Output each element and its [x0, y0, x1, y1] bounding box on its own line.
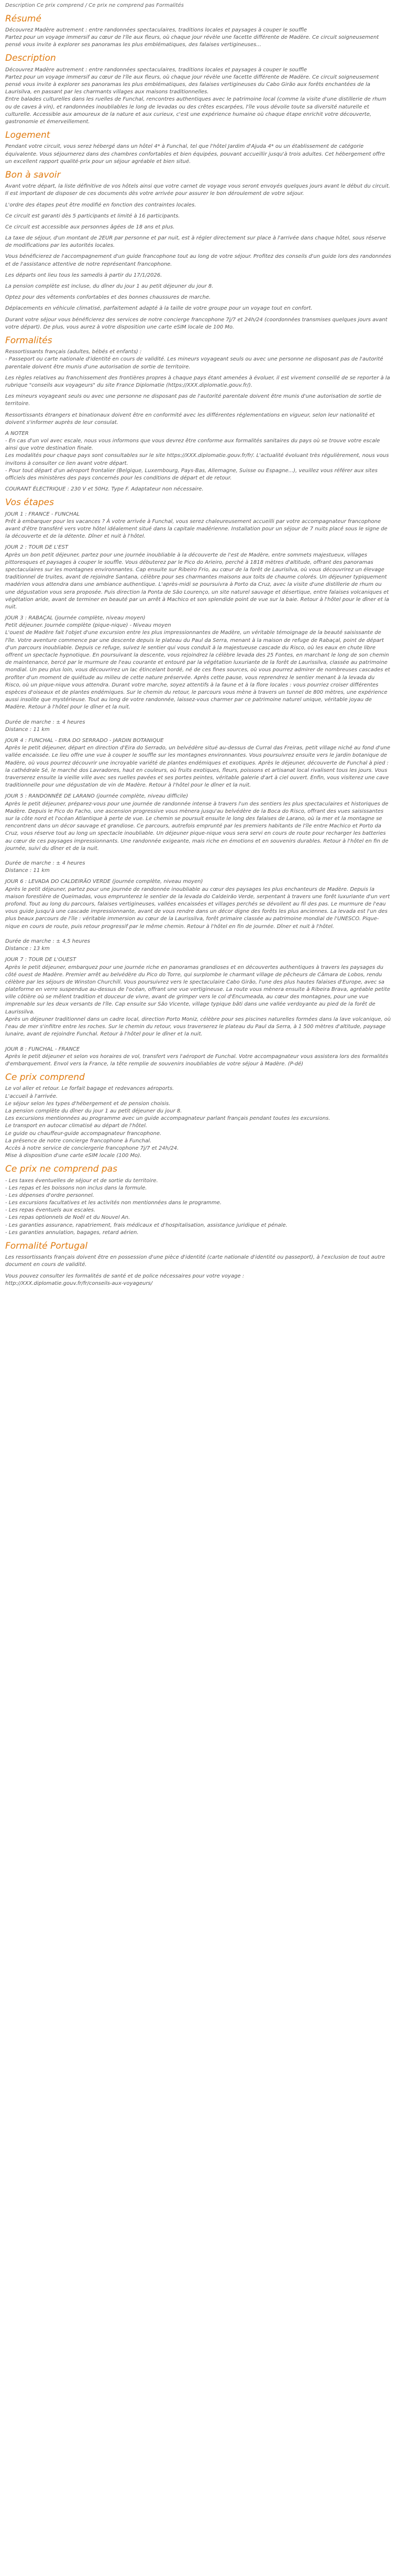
section-paragraph: Les mineurs voyageant seuls ou avec une personne ne disposant pas de l'autorité parentale doivent être munis d'une autorisation de sortie de territoire. — [5, 394, 382, 407]
section-paragraph: Découvrez Madère autrement : entre randonnées spectaculaires, traditions locales et paysages à couper le souffle Partez pour un voyage immersif au cœur de l'île aux fleurs, où chaque jour révèle une facette différente de Madère. Ce circuit soigneusement pensé vous invite à explorer ses panoramas les plus emblématiques, des falaises vertigineuses du Cabo Girão aux forêts enchantées de la Laurisilva, en passant par les charmants villages aux maisons traditionnelles. Entre balades culturelles dans les ruelles de Funchal, rencontres authentiques avec le patrimoine local (comme la visite d'une distillerie de rhum ou de caves à vin), et randonnées inoubliables le long de levadas ou des crêtes escarpées, l'île vous dévoile toute sa diversité naturelle et culturelle. Accessible aux amoureux de la nature et aux curieux, c'est une expérience humaine où chaque étape enrichit votre découverte, gastronomie et émerveillement. — [5, 67, 387, 125]
content — [5, 14, 392, 1288]
section-paragraph: La taxe de séjour, d'un montant de 2EUR par personne et par nuit, est à régler directement sur place à l'arrivée dans chaque hôtel, sous réserve de modifications par les autorités locales. — [5, 235, 386, 249]
section-paragraph: JOUR 5 : RANDONNÉE DE LARANO (journée complète, niveau difficile) Après le petit déjeuner, préparez-vous pour une journée de randonnée intense à travers l'un des sentiers les plus spectaculaires et historiques de Madère. Depuis le Pico do Facho, une ascension progressive vous mènera jusqu'au belvédère de la Boca do Risco, offrant des vues saisissantes sur la côte nord et l'océan Atlantique à perte de vue. Le chemin se poursuit ensuite le long des falaises de Larano, où la mer et la montagne se rencontrent dans un décor sauvage et grandiose. Ce parcours, autrefois emprunté par les premiers habitants de l'île entre Machico et Porto da Cruz, vous réserve tout au long un spectacle inoubliable. Un déjeuner pique-nique vous sera servi en cours de route pour recharger les batteries au cœur de ces paysages impressionnants. Une randonnée exigeante, mais riche en émotions et en souvenirs durables. Retour à l'hôtel en fin de journée, suivi du dîner et de la nuit. Durée de marche : ± 4 heures Distance : 11 km — [5, 793, 389, 874]
section — [5, 1241, 392, 1287]
section-paragraph: Optez pour des vêtements confortables et des bonnes chaussures de marche. — [5, 294, 211, 301]
section-paragraph: Pendant votre circuit, vous serez hébergé dans un hôtel 4* à Funchal, tel que l'hôtel Jardim d'Ajuda 4* ou un établissement de catégorie équivalente. Vous séjournerez dans des chambres confortables et bien équipées, pouvant accueillir jusqu'à trois adultes. Cet hébergement offre un excellent rapport qualité-prix pour un séjour agréable et bien situé. — [5, 144, 385, 165]
section-paragraph: Les règles relatives au franchissement des frontières propres à chaque pays étant amenées à évoluer, il est vivement conseillé de se reporter à la rubrique "conseils aux voyageurs" du site France Diplomatie (https://XXX.diplomatie.gouv.fr/). — [5, 375, 390, 388]
section-paragraph: Découvrez Madère autrement : entre randonnées spectaculaires, traditions locales et paysages à couper le souffle Partez pour un voyage immersif au cœur de l'île aux fleurs, où chaque jour révèle une facette différente de Madère. Ce circuit soigneusement pensé vous invite à explorer ses panoramas les plus emblématiques, des falaises vertigineuses... — [5, 27, 379, 48]
section — [5, 170, 392, 331]
section — [5, 1072, 392, 1160]
section — [5, 1164, 392, 1237]
section-paragraph: Le vol aller et retour. Le forfait bagage et redevances aéroports. L'accueil à l'arrivée. Le séjour selon les types d'hébergement et de pension choisis. La pension complète du dîner du jour 1 au petit déjeuner du jour 8. Les excursions mentionnées au programme avec un guide accompagnateur parlant français pendant toutes les excursions. Le transport en autocar climatisé au départ de l'hôtel. Le guide ou chauffeur-guide accompagnateur francophone. La présence de notre concierge francophone à Funchal. Accès à notre service de conciergerie francophone 7j/7 et 24h/24. Mise à disposition d'une carte eSIM locale (100 Mo). — [5, 1086, 330, 1159]
section-paragraph: L'ordre des étapes peut être modifié en fonction des contraintes locales. — [5, 202, 196, 208]
section-paragraph: Vous bénéficierez de l'accompagnement d'un guide francophone tout au long de votre séjour. Profitez des conseils d'un guide lors des randonnées et de l'assistance attentive de notre représentant francophone. — [5, 254, 391, 267]
section-title: Résumé — [5, 13, 41, 24]
section-paragraph: Durant votre séjour vous bénéficierez des services de notre concierge francophone 7j/7 et 24h/24 (coordonnées transmises quelques jours avant votre départ). De plus, vous aurez à votre disposition une carte eSIM locale de 100 Mo. — [5, 316, 388, 330]
section — [5, 53, 392, 126]
section-paragraph: JOUR 1 : FRANCE - FUNCHAL Prêt à embarquer pour les vacances ? À votre arrivée à Funchal, vous serez chaleureusement accueilli par votre accompagnateur francophone avant d'être transféré vers votre hôtel idéalement situé dans la capitale madérienne. Installation pour un séjour de 7 nuits placé sous le signe de la découverte et de la détente. Dîner et nuit à l'hôtel. — [5, 511, 388, 540]
section-paragraph: JOUR 2 : TOUR DE L'EST Après un bon petit déjeuner, partez pour une journée inoubliable à la découverte de l'est de Madère, entre sommets majestueux, villages pittoresques et paysages à couper le souffle. Vous débuterez par le Pico do Arieiro, perché à 1818 mètres d'altitude, offrant des panoramas spectaculaires sur les montagnes environnantes. Cap ensuite sur Ribeiro Frio, au cœur de la forêt de Laurisilva, où vous découvrirez un élevage traditionnel de truites, avant de rejoindre Santana, célèbre pour ses charmantes maisons aux toits de chaume colorés. Un déjeuner typiquement madérien vous attendra dans une ambiance authentique. L'après-midi se poursuivra à Porto da Cruz, avec la visite d'une distillerie de rhum ou une dégustation vous sera proposée. Puis direction la Ponta de São Lourenço, un site naturel sauvage et désertique, entre falaises volcaniques et végétation aride, avant de terminer en beauté par un arrêt à Machico et son splendide point de vue sur la baie. Retour à l'hôtel pour le dîner et la nuit. — [5, 544, 389, 610]
section-paragraph: JOUR 7 : TOUR DE L'OUEST Après le petit déjeuner, embarquez pour une journée riche en panoramas grandioses et en découvertes authentiques à travers les paysages du côté ouest de Madère. Premier arrêt au belvédère du Pico do Torre, qui surplombe le charmant village de pêcheurs de Câmara de Lobos, rendu célèbre par les séjours de Winston Churchill. Vous poursuivrez vers le spectaculaire Cabo Girão, l'une des plus hautes falaises d'Europe, avec sa plateforme en verre suspendue au-dessus de l'océan, offrant une vue vertigineuse. La route vous mènera ensuite à Ribeira Brava, agréable petite ville côtière où se mêlent tradition et douceur de vivre, avant de grimper vers le col d'Encumeada, au cœur des montagnes, pour une vue imprenable sur les deux versants de l'île. Cap ensuite sur São Vicente, village typique bâti dans une vallée verdoyante au pied de la forêt de Laurissilva. Après un déjeuner traditionnel dans un cadre local, direction Porto Moniz, célèbre pour ses piscines naturelles formées dans la lave volcanique, où l'eau de mer s'infiltre entre les roches. Sur le chemin du retour, vous traverserez le plateau du Paul da Serra, à 1 500 mètres d'altitude, paysage lunaire, avant de rejoindre Funchal. Retour à l'hôtel pour le dîner et la nuit. JOUR 8 : FUNCHAL - FRANCE Après le petit déjeuner et selon vos horaires de vol, transfert vers l'aéroport de Funchal. Votre accompagnateur vous assistera lors des formalités d'embarquement. Envol vers la France, la tête remplie de souvenirs inoubliables de votre séjour à Madère. (P-dé) — [5, 957, 391, 1067]
section-paragraph: Avant votre départ, la liste définitive de vos hôtels ainsi que votre carnet de voyage vous seront envoyés quelques jours avant le début du circuit. Il est important de disposer de ces documents dès votre arrivée pour assurer le bon déroulement de votre séjour. — [5, 183, 390, 197]
section-paragraph: JOUR 6 : LEVADA DO CALDEIRÃO VERDE (journée complète, niveau moyen) Après le petit déjeuner, partez pour une journée de randonnée inoubliable au cœur des paysages les plus enchanteurs de Madère. Depuis la maison forestière de Queimadas, vous emprunterez le sentier de la levada do Caldeirão Verde, serpentant à travers une forêt luxuriante d'un vert profond. Tout au long du parcours, falaises vertigineuses, vallées encaissées et villages perchés se dévoilent au fil des pas. Le murmure de l'eau vous guide jusqu'à une cascade impressionnante, avant de vous rendre dans un décor digne des forêts les plus anciennes. La levada est l'un des plus beaux parcours de l'île : véritable immersion au cœur de la Laurissilva, forêt primaire classée au patrimoine mondial de l'UNESCO. Pique-nique en cours de route, puis retour progressif par le même chemin. Retour à l'hôtel en fin de journée. Dîner et nuit à l'hôtel. Durée de marche : ± 4,5 heures Distance : 13 km — [5, 879, 390, 952]
section-paragraph: Ce circuit est garanti dès 5 participants et limité à 16 participants. — [5, 213, 180, 219]
header-tabs-line[interactable]: Description Ce prix comprend / Ce prix ne comprend pas Formalités — [5, 3, 184, 8]
section-paragraph: La pension complète est incluse, du dîner du jour 1 au petit déjeuner du jour 8. — [5, 283, 214, 289]
section-title: Vos étapes — [5, 497, 54, 508]
section-paragraph: Ressortissants français (adultes, bébés et enfants) : - Passeport ou carte nationale d'identité en cours de validité. Les mineurs voyageant seuls ou avec une personne ne disposant pas de l'autorité parentale doivent être munis d'une autorisation de sortie de territoire. — [5, 349, 383, 370]
section-paragraph: Ce circuit est accessible aux personnes âgées de 18 ans et plus. — [5, 224, 175, 230]
section-title: Bon à savoir — [5, 169, 61, 180]
section-title: Logement — [5, 130, 50, 141]
section-paragraph: JOUR 3 : RABAÇAL (journée complète, niveau moyen) Petit déjeuner. Journée complète (pique-nique) - Niveau moyen L'ouest de Madère fait l'objet d'une excursion entre les plus impressionnantes de Madère, un véritable témoignage de la beauté saisissante de l'île. Votre aventure commence par une descente depuis le plateau du Paul da Serra, menant à la maison de refuge de Rabaçal, point de départ d'un parcours inoubliable. Depuis ce refuge, suivez le sentier qui vous conduit à la majestueuse cascade du Risco, où les eaux en chute libre offrent un spectacle hypnotique. En poursuivant la descente, vous rejoindrez la célèbre levada des 25 Fontes, en marchant le long de son chemin de maintenance, bercé par le murmure de l'eau courante et entouré par la végétation luxuriante de la forêt de Laurissilva, classée au patrimoine mondial. Un peu plus loin, vous découvrirez un lac étincelant bordé, né de ces fines sources, où vous pourrez admirer de nombreuses cascades et profiter d'un moment de quiétude au milieu de cette nature préservée. Après cette pause, vous reprendrez le sentier menant à la levada du Risco, où un pique-nique vous attendra. Durant votre marche, soyez attentifs à la faune et à la flore locales : vous pourriez croiser différentes espèces d'oiseaux et de plantes endémiques. Sur le chemin du retour, le parcours vous mène à travers un tunnel de 800 mètres, une expérience aussi insolite que mystérieuse. Tout au long de votre randonnée, laissez-vous charmer par ce patrimoine naturel unique, véritable joyau de Madère. Retour à l'hôtel pour le dîner et la nuit. Durée de marche : ± 4 heures Distance : 11 km — [5, 615, 390, 733]
section-paragraph: Vous pouvez consulter les formalités de santé et de police nécessaires pour votre voyage : http://XXX.diplomatie.gouv.fr/fr/conseils-aux-voyageurs/ — [5, 1273, 245, 1286]
section-paragraph: JOUR 4 : FUNCHAL - EIRA DO SERRADO - JARDIN BOTANIQUE Après le petit déjeuner, départ en direction d'Eira do Serrado, un belvédère situé au-dessus de Curral das Freiras, petit village niché au fond d'une vallée encaissée. Le lieu offre une vue à couper le souffle sur les montagnes environnantes. Vous poursuivrez ensuite vers le jardin botanique de Madère, où vous pourrez découvrir une incroyable variété de plantes endémiques et exotiques. Après le déjeuner, découverte de Funchal à pied : la cathédrale Sé, le marché dos Lavradores, haut en couleurs, où fruits exotiques, fleurs, poissons et artisanat local rivalisent tous les jours. Vous traverserez ensuite la vieille ville avec ses ruelles pavées et ses portes peintes, véritable galerie d'art à ciel ouvert. Enfin, vous visiterez une cave traditionnelle pour une dégustation de vin de Madère. Retour à l'hôtel pour le dîner et la nuit. — [5, 738, 390, 789]
section — [5, 14, 392, 49]
section-title: Description — [5, 53, 56, 64]
section-title: Ce prix ne comprend pas — [5, 1164, 117, 1175]
section-paragraph: Déplacements en véhicule climatisé, parfaitement adapté à la taille de votre groupe pour un voyage tout en confort. — [5, 305, 313, 312]
section-title: Formalités — [5, 335, 52, 346]
section-title: Ce prix comprend — [5, 1072, 85, 1083]
section-paragraph: COURANT ÉLECTRIQUE : 230 V et 50Hz. Type F. Adaptateur non nécessaire. — [5, 486, 204, 493]
section-paragraph: Les ressortissants français doivent être en possession d'une pièce d'identité (carte nationale d'identité ou passeport), à l'exclusion de tout autre document en cours de validité. — [5, 1254, 385, 1268]
section — [5, 335, 392, 493]
section — [5, 130, 392, 166]
section-paragraph: - Les taxes éventuelles de séjour et de sortie du territoire. - Les repas et les boissons non inclus dans la formule. - Les dépenses d'ordre personnel. - Les excursions facultatives et les activités non mentionnées dans le programme. - Les repas éventuels aux escales. - Les repas optionnels de Noël et du Nouvel An. - Les garanties assurance, rapatriement, frais médicaux et d'hospitalisation, assistance juridique et pénale. - Les garanties annulation, bagages, retard aérien. — [5, 1177, 288, 1236]
section-paragraph: Les départs ont lieu tous les samedis à partir du 17/1/2026. — [5, 272, 162, 278]
section-paragraph: Ressortissants étrangers et binationaux doivent être en conformité avec les différentes réglementations en vigueur, selon leur nationalité et doivent s'informer auprès de leur consulat. — [5, 412, 375, 425]
section-paragraph: A NOTER - En cas d'un vol avec escale, nous vous informons que vous devrez être conforme aux formalités sanitaires du pays où se trouve votre escale ainsi que votre destination finale. Les modalités pour chaque pays sont consultables sur le site https://XXX.diplomatie.gouv.fr/fr/. L'actualité évoluant très régulièrement, nous vous invitons à consulter ce lien avant votre départ. - Pour tout départ d'un aéroport frontalier (Belgique, Luxembourg, Pays-Bas, Allemagne, Suisse ou Espagne...), veuillez vous référer aux sites officiels des ministères des pays concernés pour les conditions de départ et de retour. — [5, 430, 389, 481]
section — [5, 497, 392, 1068]
section-title: Formalité Portugal — [5, 1241, 88, 1251]
